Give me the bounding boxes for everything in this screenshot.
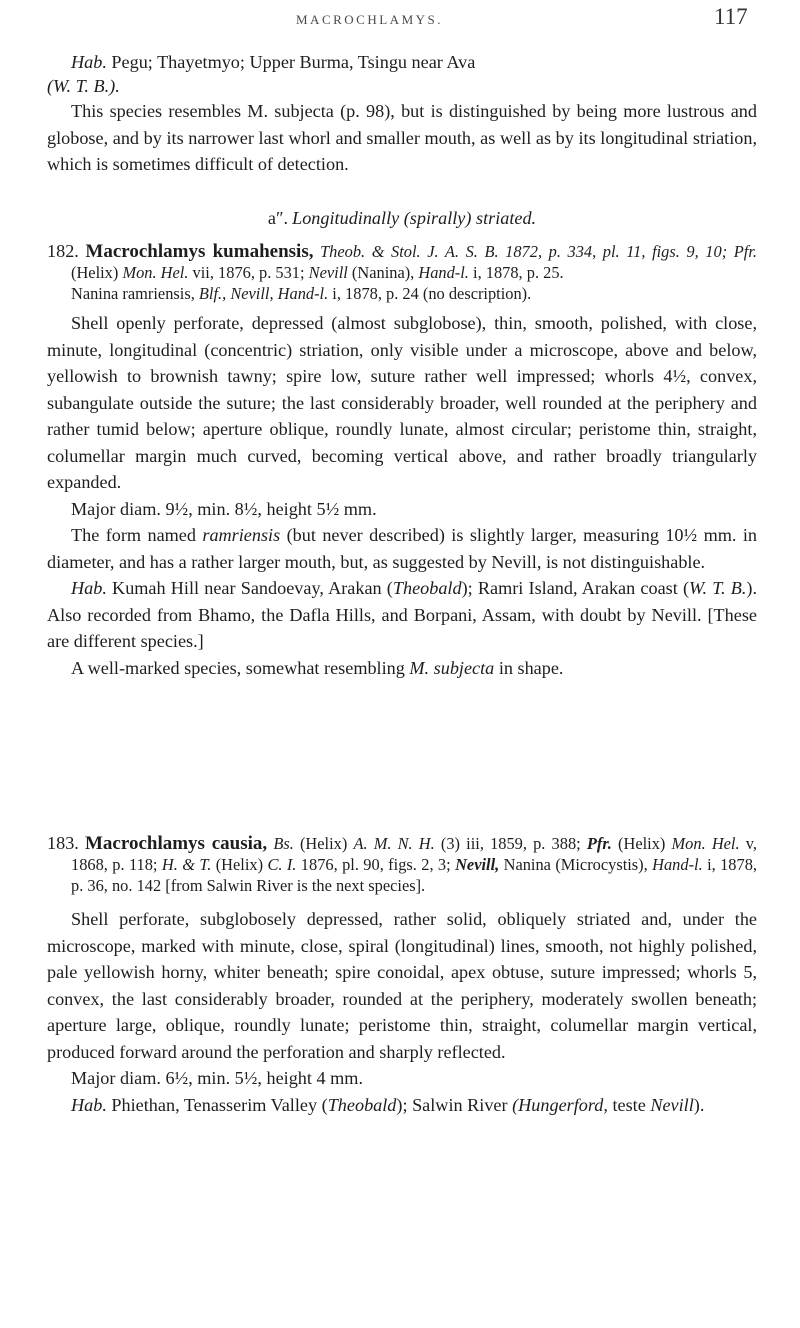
species-182-form-note: The form named ramriensis (but never described) is slightly larger, measuring 10½ mm. in diameter, and has a rather larger mouth, but, as suggested by Nevill, is not distinguishable.	[47, 525, 757, 572]
running-head: MACROCHLAMYS.	[296, 12, 443, 27]
species-183-heading: 183. Macrochlamys causia, Bs. (Helix) A. M. N. H. (3) iii, 1859, p. 388; Pfr. (Helix) Mon. Hel. v, 1868, p. 118; H. & T. (Helix) C. I. 1876, pl. 90, figs. 2, 3; Nevill, Nanina (Microcystis), Hand-l. i, 1878, p. 36, no. 142 [from Salwin River is the next species].	[47, 833, 757, 895]
previous-entry-tail	[47, 50, 757, 178]
page-header	[0, 2, 800, 32]
prev-habitat: Hab. Pegu; Thayetmyo; Upper Burma, Tsingu near Ava (W. T. B.).	[47, 52, 476, 96]
species-183-dimensions: Major diam. 6½, min. 5½, height 4 mm.	[71, 1068, 363, 1088]
prev-remark: This species resembles M. subjecta (p. 98), but is distinguished by being more lustrous and globose, and by its narrower last whorl and smaller mouth, as well as by its longitudinal striation, which is sometimes difficult of detection.	[47, 101, 757, 174]
species-182-description: Shell openly perforate, depressed (almost subglobose), thin, smooth, polished, with close, minute, longitudinal (concentric) striation, only visible under a microscope, above and below, yellowish to brownish tawny; spire low, suture rather well impressed; whorls 4½, convex, subangulate outside the suture; the last considerably broader, well rounded at the periphery and rather tumid below; aperture oblique, roundly lunate, almost circular; peristome thin, straight, columellar margin much curved, becoming vertical above, and rather broadly triangularly expanded.	[47, 313, 757, 492]
species-183-description: Shell perforate, subglobosely depressed, rather solid, obliquely striated and, under the microscope, marked with minute, close, spiral (longitudinal) lines, smooth, not highly polished, pale yellowish horny, whiter beneath; spire conoidal, apex obtuse, suture impressed; whorls 5, convex, the last considerably broader, rounded at the periphery, moderately swollen beneath; aperture large, oblique, roundly lunate; peristome thin, straight, columellar margin vertical, produced forward around the perforation and sharply reflected.	[47, 909, 757, 1062]
section-mark: a″.	[267, 208, 289, 228]
species-182-name: Macrochlamys kumahensis,	[85, 241, 314, 262]
species-182-habitat: Hab. Kumah Hill near Sandoevay, Arakan (Theobald); Ramri Island, Arakan coast (W. T. B.). Also recorded from Bhamo, the Dafla Hills, and Borpani, Assam, with doubt by Nevill. [These are different species.]	[47, 578, 757, 651]
species-182-remark: A well-marked species, somewhat resembling M. subjecta in shape.	[71, 657, 564, 678]
species-182-dimensions: Major diam. 9½, min. 8½, height 5½ mm.	[71, 498, 377, 519]
species-183-habitat: Hab. Phiethan, Tenasserim Valley (Theobald); Salwin River (Hungerford, teste Nevill).	[71, 1094, 705, 1115]
species-183-name: Macrochlamys causia,	[84, 833, 268, 854]
species-183-entry	[47, 833, 757, 1118]
species-182-heading: 182. Macrochlamys kumahensis, Theob. & Stol. J. A. S. B. 1872, p. 334, pl. 11, figs. 9, 10; Pfr. (Helix) Mon. Hel. vii, 1876, p. 531; Nevill (Nanina), Hand-l. i, 1878, p. 25.	[47, 241, 757, 282]
species-182-entry	[47, 241, 757, 681]
species-182-synonym: Nanina ramriensis, Blf., Nevill, Hand-l. i, 1878, p. 24 (no description).	[71, 284, 532, 303]
section-heading	[47, 205, 757, 232]
page-number: 117	[714, 4, 748, 29]
section-title: Longitudinally (spirally) striated.	[292, 208, 537, 228]
